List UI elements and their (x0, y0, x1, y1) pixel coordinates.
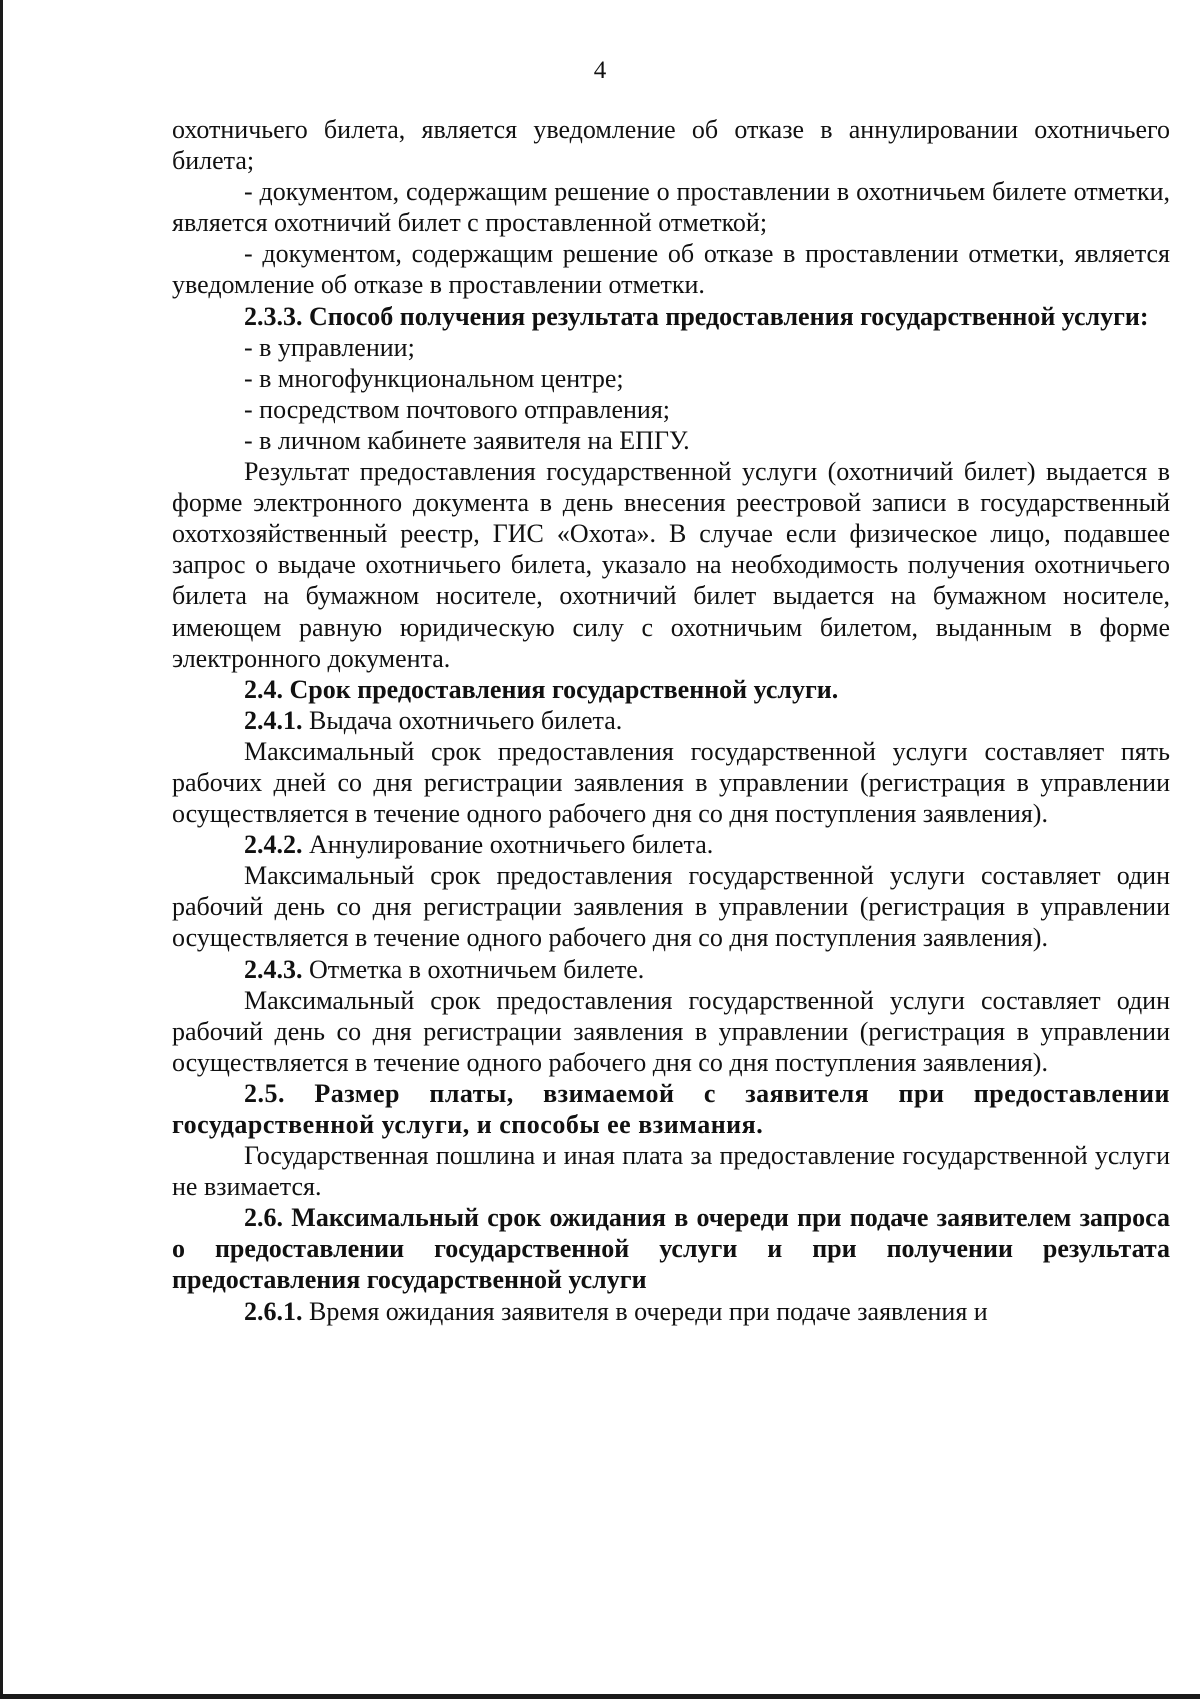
paragraph: Результат предоставления государственной услуги (охотничий билет) выдается в форме электронного документа в день внесения реестровой записи в государственный охотхозяйственный реестр, ГИС «Охота». В случае если физическое лицо, подавшее запрос о выдаче охотничьего билета, указало на необходимость получения охотничьего билета на бумажном носителе, охотничий билет выдается на бумажном носителе, имеющем равную юридическую силу с охотничьим билетом, выданным в форме электронного документа. (172, 457, 1170, 673)
paragraph: охотничьего билета, является уведомление об отказе в аннулировании охотничьего билета; (172, 115, 1170, 176)
scan-border-bottom (0, 1694, 1200, 1699)
section-heading: 2.6. Максимальный срок ожидания в очереди при подаче заявителем запроса о предоставлении государственной услуги и при получении результата предоставления государственной услуги (172, 1203, 1170, 1295)
subsection: 2.4.1. Выдача охотничьего билета. (244, 705, 623, 735)
paragraph: Государственная пошлина и иная плата за предоставление государственной услуги не взимается. (172, 1141, 1170, 1202)
page-number: 4 (593, 57, 607, 84)
list-item: - в управлении; (244, 332, 415, 362)
list-item: - в личном кабинете заявителя на ЕПГУ. (244, 425, 690, 455)
subsection: 2.6.1. Время ожидания заявителя в очереди при подаче заявления и (244, 1296, 988, 1326)
list-item: - посредством почтового отправления; (244, 394, 671, 424)
subsection: 2.4.3. Отметка в охотничьем билете. (244, 954, 645, 984)
section-heading: 2.3.3. Способ получения результата предоставления государственной услуги: (244, 301, 1149, 331)
list-item: - в многофункциональном центре; (244, 363, 624, 393)
scan-border-left (0, 0, 3, 1699)
paragraph: - документом, содержащим решение об отказе в проставлении отметки, является уведомление об отказе в проставлении отметки. (172, 239, 1170, 300)
section-heading: 2.4. Срок предоставления государственной услуги. (244, 674, 839, 704)
subsection: 2.4.2. Аннулирование охотничьего билета. (244, 830, 714, 860)
document-body (172, 114, 1170, 1327)
paragraph: Максимальный срок предоставления государственной услуги составляет пять рабочих дней со дня регистрации заявления в управлении (регистрация в управлении осуществляется в течение одного рабочего дня со дня поступления заявления). (172, 736, 1170, 829)
paragraph: - документом, содержащим решение о проставлении в охотничьем билете отметки, является охотничий билет с проставленной отметкой; (172, 177, 1170, 238)
section-heading: 2.5. Размер платы, взимаемой с заявителя при предоставлении государственной услуги, и способы ее взимания. (172, 1078, 1170, 1139)
paragraph: Максимальный срок предоставления государственной услуги составляет один рабочий день со дня регистрации заявления в управлении (регистрация в управлении осуществляется в течение одного рабочего дня со дня поступления заявления). (172, 985, 1170, 1077)
paragraph: Максимальный срок предоставления государственной услуги составляет один рабочий день со дня регистрации заявления в управлении (регистрация в управлении осуществляется в течение одного рабочего дня со дня поступления заявления). (172, 861, 1170, 953)
